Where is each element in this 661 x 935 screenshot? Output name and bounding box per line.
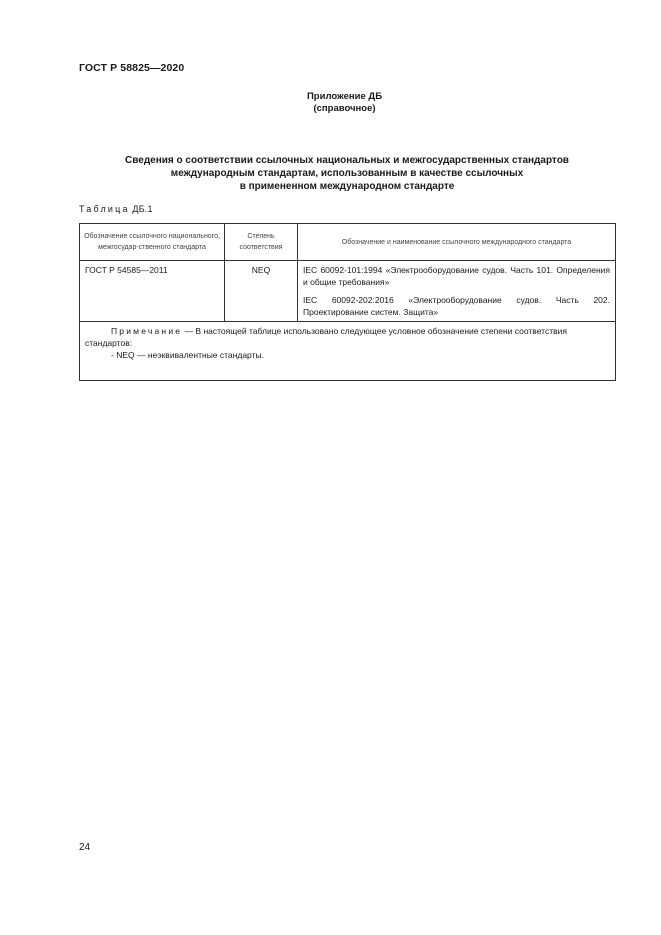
table-note [80,322,616,381]
column-header-degree: Степень соответствия [225,224,298,261]
cell-national-standard: ГОСТ Р 54585—2011 [80,261,225,322]
document-title-line: международным стандартам, использованным в качестве ссылочных [170,168,524,179]
column-header-national-standard: Обозначение ссылочного национального, межгосудар-ственного стандарта [80,224,225,261]
appendix-heading [0,91,661,115]
table-caption-number: ДБ.1 [132,204,153,214]
column-header-international-standard: Обозначение и наименование ссылочного международного стандарта [298,224,616,261]
document-title-line: в примененном международном стандарте [239,181,455,192]
table-row [80,261,616,322]
document-title [79,154,615,193]
table-note-row [80,322,616,381]
note-label: Примечание [111,326,183,336]
international-standard-entry: IEC 60092-101:1994 «Электрооборудование судов. Часть 101. Определения и общие требования» [303,265,610,287]
table-caption-word: Таблица [79,204,130,214]
document-code: ГОСТ Р 58825—2020 [79,62,185,74]
reference-table [79,223,616,381]
note-item: - NEQ — неэквивалентные стандарты. [111,350,264,360]
cell-degree: NEQ [225,261,298,322]
appendix-title: Приложение ДБ [306,91,383,102]
page-number: 24 [79,842,91,853]
cell-international-standards [298,261,616,322]
table-caption [79,204,153,214]
appendix-subtitle: (справочное) [313,103,376,114]
document-title-line: Сведения о соответствии ссылочных национальных и межгосударственных стандартов [125,155,569,166]
note-text: — В настоящей таблице использовано следующее условное обозначение степени соответствия стандартов: [85,326,567,348]
international-standard-entry: IEC 60092-202:2016 «Электрооборудование судов. Часть 202. Проектирование систем. Защита» [303,295,610,317]
